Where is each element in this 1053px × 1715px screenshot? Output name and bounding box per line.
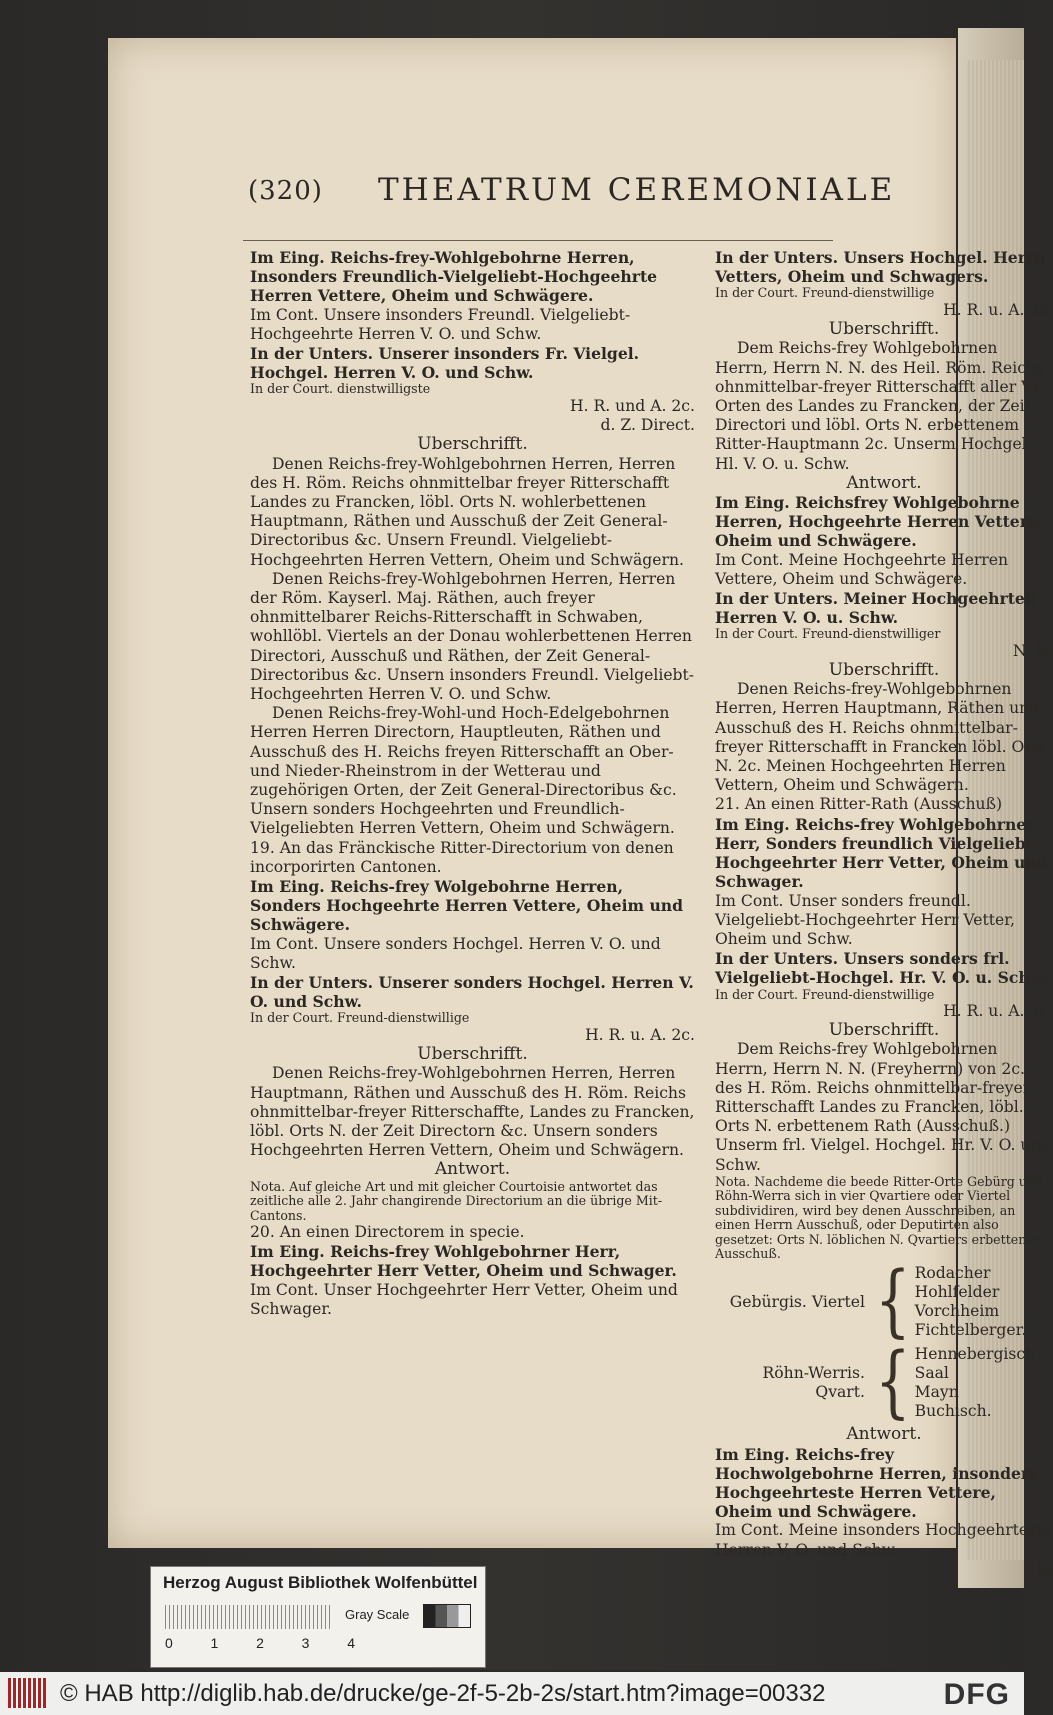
paragraph: Nota. Auf gleiche Art und mit gleicher Courtoisie antwortet das zeitliche alle 2. Jahr changirende Directorium an die übrige Mit-Cantons.: [250, 1178, 663, 1223]
paragraph: H. R. und A. 2c.: [570, 396, 695, 415]
ruler-number: 2: [256, 1635, 264, 1651]
paragraph: In der Court. Freund-dienstwilliger: [715, 626, 941, 642]
right-column: [715, 248, 1053, 1579]
paragraph: In der Court. Freund-dienstwillige: [715, 285, 935, 301]
paragraph: In der Court. Freund-dienstwillige: [715, 986, 935, 1002]
paragraph: Uberschrifft.: [417, 434, 528, 455]
quarter-item: Mayn: [914, 1383, 959, 1402]
ruler-number: 4: [347, 1635, 355, 1651]
paragraph: Im Cont. Meine Hochgeehrte Herren Vettere, Oheim und Schwägere.: [715, 550, 1009, 588]
gray-scale-swatch: [423, 1604, 471, 1628]
quarter-item: Rodacher: [914, 1263, 991, 1282]
paragraph: Im Cont. Meine insonders Hochgeehrteste Herren V. O. und Schw.: [715, 1521, 1052, 1559]
paragraph: In der Unters. Unserer sonders Hochgel. Herren V. O. und Schw.: [250, 973, 694, 1012]
paragraph: In: [1036, 1559, 1053, 1578]
paragraph: Denen Reichs-frey-Wohlgebohrnen Herren, Herren der Röm. Kayserl. Maj. Räthen, auch freyer ohnmittelbarer Reichs-Ritterschafft in Schwaben, wohllöbl. Viertels an der Donau wohlerbettenen Herren Directori, Ausschuß und Räthen, der Zeit General-Directoribus &c. Unsern insonders Freundl. Vielgeliebt-Hochgeehrten Herren V. O. und Schw.: [250, 569, 695, 703]
quarter-items: [915, 1264, 1027, 1341]
quarter-item: Saal: [914, 1363, 949, 1382]
paragraph: Denen Reichs-frey-Wohlgebohrnen Herren, Herren des H. Röm. Reichs ohnmittelbar freyer Ritterschafft Landes zu Francken, löbl. Orts N. wohlerbettenen Hauptmann, Räthen und Ausschuß der Zeit General-Directoribus &c. Unsern Freundl. Vielgeliebt-Hochgeehrten Herren Vettern, Oheim und Schwägern.: [250, 454, 684, 569]
paragraph: In der Unters. Unsers sonders frl. Vielgeliebt-Hochgel. Hr. V. O. u. Schw.: [715, 949, 1048, 988]
quarter-label: Gebürgis. Viertel: [729, 1292, 865, 1311]
paragraph: Antwort.: [846, 1424, 922, 1445]
right-column-tail: [715, 1425, 1053, 1579]
book-page: [108, 38, 1053, 1578]
quarter-item: Vorchheim: [914, 1302, 1000, 1321]
paragraph: Antwort.: [846, 472, 922, 493]
paragraph: Denen Reichs-frey-Wohlgebohrnen Herren, Herren Hauptmann, Räthen und Ausschuß des H. Reichs ohnmittelbar-freyer Ritterschafft in Francken löbl. Orts N. 2c. Meinen Hochgeehrten Herren Vettern, Oheim und Schwägern.: [715, 680, 1047, 795]
paragraph: Im Cont. Unsere insonders Freundl. Vielgeliebt-Hochgeehrte Herren V. O. und Schw.: [250, 305, 631, 343]
paragraph: Im Eing. Reichs-frey Hochwolgebohrne Herren, insonders Hochgeehrteste Herren Vettere, Oheim und Schwägere.: [715, 1444, 1038, 1522]
ruler-number: 0: [165, 1635, 173, 1651]
paragraph: In der Court. Freund-dienstwillige: [250, 1010, 470, 1026]
paragraph: Im Cont. Unser Hochgeehrter Herr Vetter, Oheim und Schwager.: [250, 1280, 678, 1318]
paragraph: Denen Reichs-frey-Wohl-und Hoch-Edelgebohrnen Herren Herren Directorn, Hauptleuten, Räthen und Ausschuß des H. Reichs freyen Ritterschafft an Ober-und Nieder-Rheinstrom in der Wetterau und zugehörigen Orten, der Zeit General-Directoribus &c. Unsern sonders Hochgeehrten und Freundlich-Vielgeliebten Herren Vettern, Oheim und Schwägern.: [250, 704, 677, 838]
gray-scale-label: Gray Scale: [345, 1607, 410, 1622]
quarter-item: Fichtelberger.: [914, 1321, 1027, 1340]
paragraph: N. N.: [1012, 641, 1053, 660]
left-column: [250, 248, 695, 1319]
paragraph: Nota. Nachdeme die beede Ritter-Orte Gebürg und Röhn-Werra sich in vier Qvartiere oder Viertel subdividiren, wird bey denen Ausschreiben, an einen Herrn Ausschuß, oder Deputirten also gesetzet: Orts N. löblichen N. Qvartiers erbettenem Ausschuß.: [715, 1173, 1046, 1262]
paragraph: Uberschrifft.: [828, 660, 940, 681]
paragraph: Dem Reichs-frey Wohlgebohrnen Herrn, Herrn N. N. des Heil. Röm. Reichs ohnmittelbar-freyer Ritterschafft aller VI. Orten des Landes zu Francken, der Zeit Directori und löbl. Orts N. erbettenem Ritter-Hauptmann 2c. Unserm Hochgel. Hl. V. O. u. Schw.: [715, 339, 1044, 473]
paragraph: Antwort.: [434, 1159, 511, 1180]
quarter-items: [915, 1345, 1036, 1422]
running-head: [108, 168, 956, 214]
paragraph: 19. An das Fränckische Ritter-Directorium von denen incorporirten Cantonen.: [250, 838, 674, 876]
paragraph: In der Unters. Unsers Hochgel. Herrn Vetters, Oheim und Schwagers.: [715, 248, 1046, 287]
ruler-numbers: [165, 1635, 355, 1651]
brace-icon: {: [875, 1336, 911, 1428]
paragraph: 20. An einen Directorem in specie.: [250, 1223, 525, 1242]
paragraph: 21. An einen Ritter-Rath (Ausschuß): [715, 795, 1003, 814]
viewer-footer: [0, 1672, 1024, 1715]
paragraph: H. R. u. A. 2c.: [585, 1025, 695, 1044]
quarter-item: Hohlfelder: [914, 1283, 1000, 1302]
page-title: THEATRUM CEREMONIALE: [378, 172, 896, 208]
source-url[interactable]: © HAB http://diglib.hab.de/drucke/ge-2f-5-2b-2s/start.htm?image=00332: [60, 1680, 826, 1707]
paragraph: Im Eing. Reichs-frey-Wohlgebohrne Herren, Insonders Freundlich-Vielgeliebt-Hochgeehrte Herren Vettere, Oheim und Schwägere.: [250, 248, 658, 306]
right-column-text: [715, 248, 1053, 1262]
paragraph: H. R. u. A. 2c.: [943, 300, 1053, 319]
paragraph: In der Unters. Unserer insonders Fr. Vielgel. Hochgel. Herren V. O. und Schw.: [250, 344, 640, 383]
paragraph: Im Cont. Unsere sonders Hochgel. Herren V. O. und Schw.: [250, 934, 661, 972]
scale-ruler: [165, 1605, 333, 1629]
library-name: Herzog August Bibliothek Wolfenbüttel: [163, 1573, 478, 1592]
quarter-group: [715, 1336, 1053, 1428]
paragraph: Uberschrifft.: [417, 1044, 528, 1065]
paragraph: Im Eing. Reichs-frey Wohlgebohrner Herr, Hochgeehrter Herr Vetter, Oheim und Schwager.: [250, 1242, 677, 1281]
paragraph: Im Eing. Reichsfrey Wohlgebohrne Herren, Hochgeehrte Herren Vettere, Oheim und Schwägere.: [715, 492, 1044, 551]
paragraph: In der Court. dienstwilligste: [250, 381, 431, 397]
dfg-logo: DFG: [943, 1678, 1010, 1711]
paragraph: Im Eing. Reichs-frey Wolgebohrne Herren, Sonders Hochgeehrte Herren Vettere, Oheim und Schwägere.: [250, 877, 684, 935]
paragraph: In der Unters. Meiner Hochgeehrten Herren V. O. u. Schw.: [715, 588, 1037, 628]
quarters-table: [715, 1256, 1053, 1428]
paragraph: Im Cont. Unser sonders freundl. Vielgeliebt-Hochgeehrter Herr Vetter, Oheim und Schw.: [715, 891, 1015, 948]
page-number: (320): [248, 176, 323, 206]
hab-logo-icon: [8, 1678, 46, 1708]
quarter-item: Buchisch.: [914, 1402, 992, 1421]
ruler-number: 3: [301, 1635, 310, 1651]
head-rule: [243, 240, 833, 241]
paragraph: Uberschrifft.: [828, 1020, 940, 1041]
quarter-item: Hennebergisch: [914, 1344, 1036, 1363]
library-color-strip: [150, 1566, 486, 1668]
ruler-number: 1: [210, 1635, 219, 1651]
quarter-label: Röhn-Werris. Qvart.: [762, 1363, 865, 1402]
paragraph: Dem Reichs-frey Wohlgebohrnen Herrn, Herrn N. N. (Freyherrn) von 2c. des H. Röm. Reichs ohnmittelbar-freyer Ritterschafft Landes zu Francken, löbl. Orts N. erbettenem Rath (Ausschuß.) Unserm frl. Vielgel. Hochgel. Hr. V. O. und Schw.: [715, 1040, 1051, 1174]
brace-icon: {: [875, 1256, 911, 1348]
paragraph: d. Z. Direct.: [600, 416, 695, 435]
paragraph: Im Eing. Reichs-frey Wohlgebohrner Herr, Sonders freundlich Vielgeliebt-Hochgeehrter Herr Vetter, Oheim und Schwager.: [715, 814, 1048, 892]
paragraph: Denen Reichs-frey-Wohlgebohrnen Herren, Herren Hauptmann, Räthen und Ausschuß des H. Röm. Reichs ohnmittelbar-freyer Ritterschaffte, Landes zu Francken, löbl. Orts N. der Zeit Directorn &c. Unsern sonders Hochgeehrten Herren Vettern, Oheim und Schwägern.: [250, 1064, 695, 1160]
quarter-group: [715, 1256, 1053, 1348]
paragraph: Uberschrifft.: [828, 319, 940, 340]
paragraph: H. R. u. A. 2c.: [943, 1002, 1053, 1021]
